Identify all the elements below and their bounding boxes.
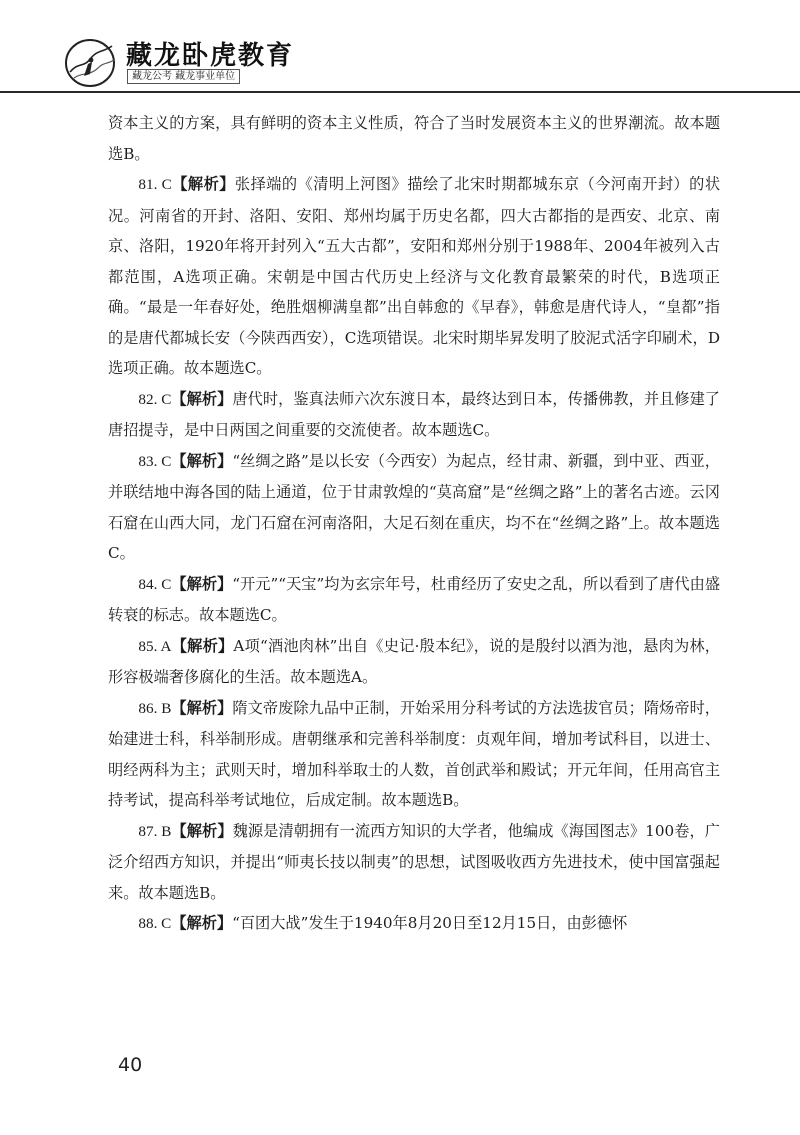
answer-explanations (108, 108, 720, 940)
answer-item-88 (108, 908, 720, 940)
brand-subtitle: 藏龙公考 藏龙事业单位 (127, 69, 240, 84)
answer-item-86 (108, 693, 720, 816)
answer-text: A项“酒池肉林”出自《史记·殷本纪》，说的是殷纣以酒为池，悬肉为林，形容极端奢侈腐化的生活。故本题选A。 (108, 636, 720, 686)
answer-number: 81. C (138, 176, 172, 193)
answer-text: “开元”“天宝”均为玄宗年号，杜甫经历了安史之乱，所以看到了唐代由盛转衰的标志。故本题选C。 (108, 574, 721, 624)
answer-number: 85. A (138, 637, 172, 655)
analysis-tag: 【解析】 (171, 914, 233, 932)
page-number: 40 (118, 1054, 143, 1076)
answer-text: “百团大战”发生于1940年8月20日至12月15日，由彭德怀 (232, 914, 628, 932)
answer-number: 82. C (138, 390, 172, 408)
answer-item-82 (108, 384, 720, 446)
answer-text: “丝绸之路”是以长安（今西安）为起点，经甘肃、新疆，到中亚、西亚，并联结地中海各国的陆上通道，位于甘肃敦煌的“莫高窟”是“丝绸之路”上的著名古迹。云冈石窟在山西大同，龙门石窟在河南洛阳，大足石刻在重庆，均不在“丝绸之路”上。故本题选C。 (108, 451, 720, 562)
analysis-tag: 【解析】 (171, 175, 235, 193)
analysis-tag: 【解析】 (171, 389, 233, 408)
answer-number: 86. B (138, 699, 172, 717)
page-header (0, 0, 800, 92)
answer-number: 87. B (138, 822, 172, 840)
logo-emblem-icon (64, 38, 118, 88)
answer-item-84 (108, 569, 720, 631)
continuation-paragraph: 资本主义的方案，具有鲜明的资本主义性质，符合了当时发展资本主义的世界潮流。故本题选B。 (108, 114, 720, 163)
answer-item-81 (108, 169, 720, 384)
answer-number: 83. C (138, 452, 172, 470)
brand-title: 藏龙卧虎教育 (126, 41, 295, 71)
analysis-tag: 【解析】 (171, 451, 233, 470)
answer-number: 88. C (138, 915, 172, 932)
answer-text: 隋文帝废除九品中正制，开始采用分科考试的方法选拔官员；隋炀帝时，始建进士科，科举制形成。唐朝继承和完善科举制度：贞观年间，增加考试科目，以进士、明经两科为主；武则天时，增加科举取士的人数，首创武举和殿试；开元年间，任用高官主持考试，提高科举考试地位，后成定制。故本题选B。 (108, 698, 720, 809)
answer-text: 魏源是清朝拥有一流西方知识的大学者，他编成《海国图志》100卷，广泛介绍西方知识，并提出“师夷长技以制夷”的思想，试图吸收西方先进技术，使中国富强起来。故本题选B。 (108, 821, 720, 902)
analysis-tag: 【解析】 (171, 574, 233, 593)
header-divider (0, 91, 800, 93)
analysis-tag: 【解析】 (171, 698, 233, 717)
analysis-tag: 【解析】 (171, 821, 233, 840)
answer-item-87 (108, 816, 720, 909)
analysis-tag: 【解析】 (171, 636, 234, 655)
answer-item-85 (108, 631, 720, 693)
answer-item-83 (108, 446, 720, 569)
answer-text: 唐代时，鉴真法师六次东渡日本，最终达到日本，传播佛教，并且修建了唐招提寺，是中日两国之间重要的交流使者。故本题选C。 (108, 389, 720, 439)
answer-number: 84. C (138, 575, 172, 593)
answer-text: 张择端的《清明上河图》描绘了北宋时期都城东京（今河南开封）的状况。河南省的开封、洛阳、安阳、郑州均属于历史名都，四大古都指的是西安、北京、南京、洛阳，1920年将开封列入“五大古都”，安阳和郑州分别于1988年、2004年被列入古都范围，A选项正确。宋朝是中国古代历史上经济与文化教育最繁荣的时代，B选项正确。“最是一年春好处，绝胜烟柳满皇都”出自韩愈的《早春》，韩愈是唐代诗人，“皇都”指的是唐代都城长安（今陕西西安），C选项错误。北宋时期毕昇发明了胶泥式活字印刷术，D选项正确。故本题选C。 (108, 175, 721, 377)
